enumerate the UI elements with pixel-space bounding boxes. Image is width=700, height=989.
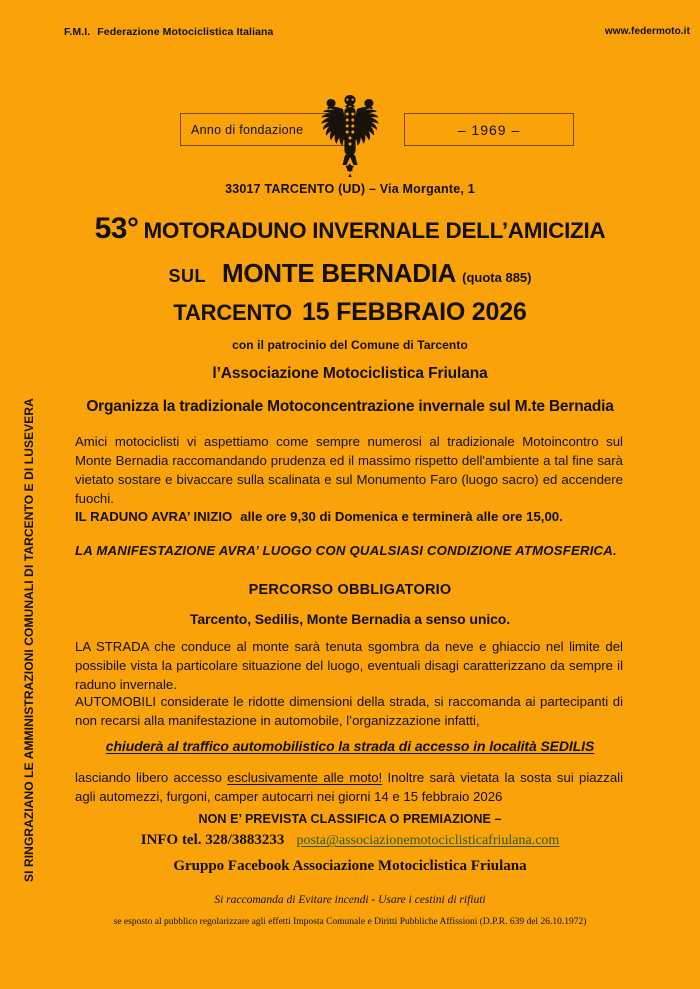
route-heading: PERCORSO OBBLIGATORIO [248, 582, 452, 598]
event-date-line [0, 298, 700, 327]
foundation-year-box [404, 113, 574, 146]
facebook-group[interactable]: Gruppo Facebook Associazione Motociclistica Friulana [173, 858, 527, 874]
federation-name-block [64, 26, 273, 38]
foundation-label: Anno di fondazione [191, 122, 304, 137]
schedule-paragraph [75, 507, 623, 526]
event-location-line [0, 258, 700, 289]
access-suffix: Inoltre sarà vietata la sosta sui piazzali agli automezzi, furgoni, camper autocarri nei giorni 14 e 15 febbraio 2026 [75, 770, 624, 804]
access-prefix: lasciando libero accesso [75, 770, 222, 785]
federation-full-name: Federazione Motociclistica Italiana [97, 26, 274, 38]
schedule-detail: alle ore 9,30 di Domenica e terminerà alle ore 15,00. [240, 509, 563, 524]
edition-number: 53° [94, 212, 139, 245]
location-altitude: (quota 885) [462, 270, 532, 285]
federation-header [0, 26, 700, 42]
route-detail: Tarcento, Sedilis, Monte Bernadia a senso unico. [189, 611, 511, 627]
contact-line [0, 831, 700, 849]
access-underlined: esclusivamente alle moto! [227, 770, 383, 785]
organizes-line: Organizza la tradizionale Motoconcentrazione invernale sul M.te Bernadia [86, 398, 614, 415]
contact-phone: INFO tel. 328/3883233 [140, 832, 285, 848]
organizer-name: l’Associazione Motociclistica Friulana [212, 365, 488, 382]
side-acknowledgement [22, 382, 54, 882]
welcome-paragraph: Amici motociclisti vi aspettiamo come sempre numerosi al tradizionale Motoincontro sul Monte Bernadia raccomandando prudenza ed il massimo rispetto dell'ambiente a tal fine sarà vietato sostare e bivaccare sulla scalinata e sul Monumento Faro (luogo sacro) ed accendere fuochi. [75, 434, 623, 506]
footer-legal-notice: se esposto al pubblico regolarizzare agli effetti Imposta Comunale e Diritti Pubbliche Affissioni (D.P.R. 639 del 26.10.1972) [113, 917, 587, 927]
road-conditions-paragraph: LA STRADA che conduce al monte sarà tenuta sgombra da neve e ghiaccio nel limite del possibile vista la particolare situazione del luogo, eventuali disagi caratterizzano da sempre il raduno invernale. [75, 639, 623, 692]
location-name: MONTE BERNADIA [222, 258, 457, 288]
foundation-year: – 1969 – [457, 121, 521, 138]
schedule-lead: IL RADUNO AVRA’ INIZIO [75, 509, 233, 524]
federation-website[interactable]: www.federmoto.it [604, 26, 690, 37]
side-acknowledgement-text: SI RINGRAZIANO LE AMMINISTRAZIONI COMUNALI DI TARCENTO E DI LUSEVERA [22, 398, 36, 882]
road-closure-statement: chiuderà al traffico automobilistico la strada di accesso in località SEDILIS [105, 738, 595, 754]
event-date: 15 FEBBRAIO 2026 [301, 298, 527, 326]
contact-email-link[interactable]: posta@associazionemotociclisticafriulana.com [296, 833, 560, 848]
no-ranking-note: NON E’ PREVISTA CLASSIFICA O PREMIAZIONE – [198, 812, 502, 826]
event-title-line [0, 212, 700, 246]
footer-recommendation: Si raccomanda di Evitare incendi - Usare i cestini di rifiuti [214, 894, 486, 906]
club-address: 33017 TARCENTO (UD) – Via Morgante, 1 [225, 182, 475, 196]
access-paragraph [75, 768, 623, 806]
weather-statement: LA MANIFESTAZIONE AVRA’ LUOGO CON QUALSIASI CONDIZIONE ATMOSFERICA. [75, 543, 617, 558]
location-prefix: SUL [168, 266, 206, 286]
federation-abbreviation: F.M.I. [64, 26, 91, 38]
cars-paragraph: AUTOMOBILI considerate le ridotte dimensioni della strada, si raccomanda ai partecipanti di non recarsi alla manifestazione in automobile, l’organizzazione infatti, [75, 694, 623, 728]
event-city: TARCENTO [173, 300, 292, 325]
event-title: MOTORADUNO INVERNALE DELL’AMICIZIA [143, 218, 606, 243]
patronage-note: con il patrocinio del Comune di Tarcento [232, 338, 468, 352]
eagle-crest-icon [307, 85, 393, 181]
foundation-row [0, 113, 700, 157]
